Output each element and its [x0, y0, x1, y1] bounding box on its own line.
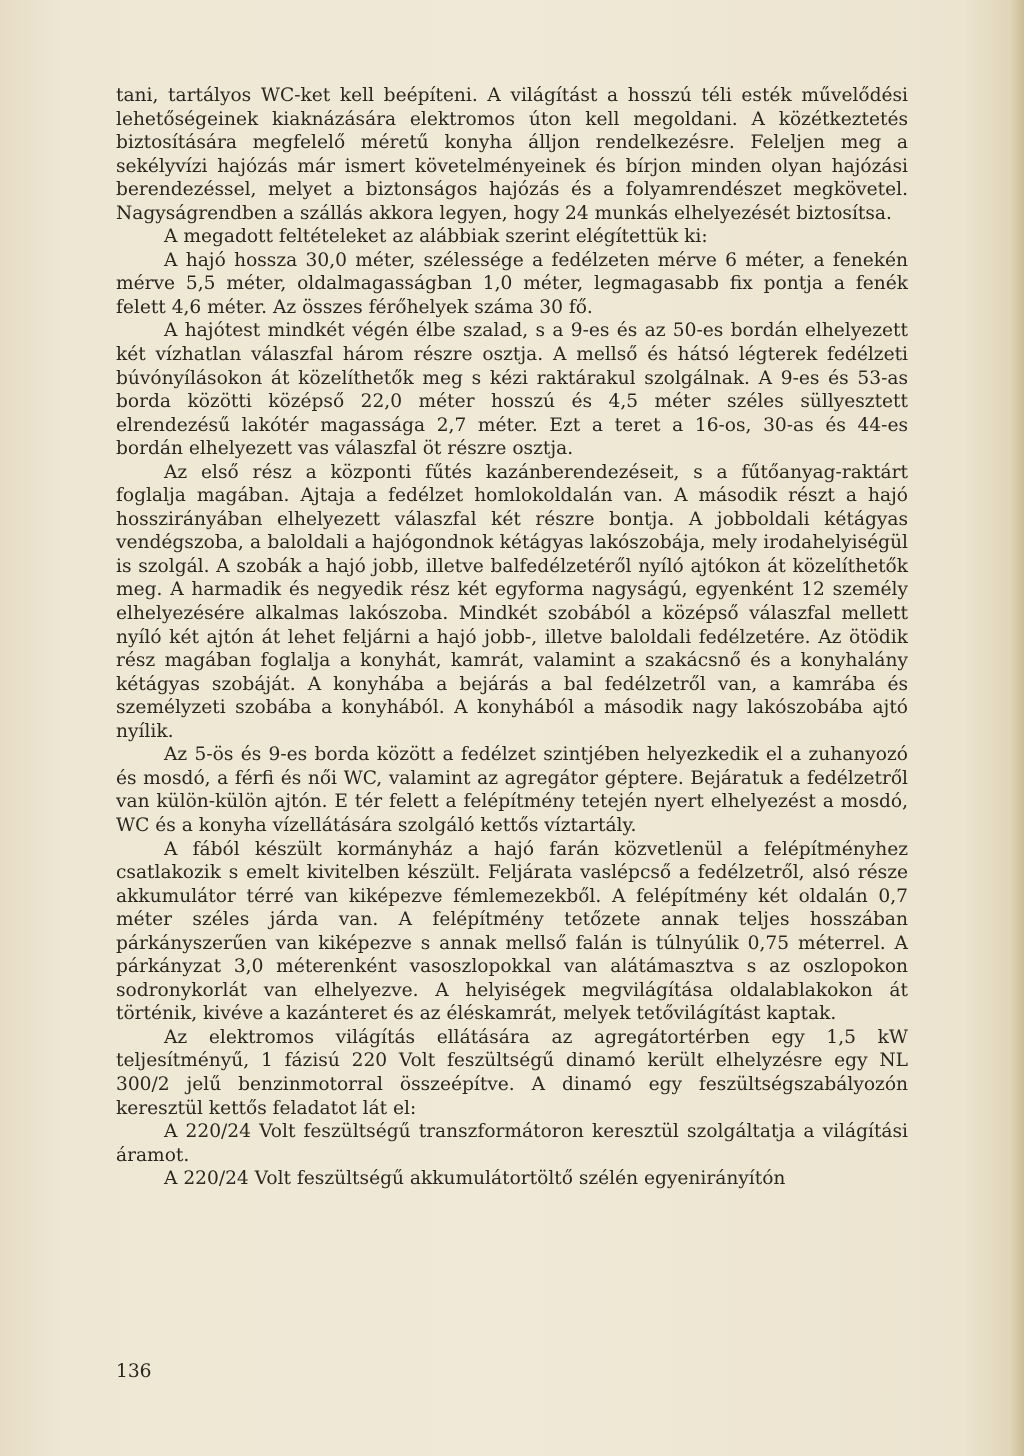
- paragraph-9: A 220/24 Volt feszültségű transzformátoron keresztül szolgáltatja a világítási áramot.: [116, 1121, 908, 1166]
- paragraph-7: A fából készült kormányház a hajó farán közvetlenül a felépítményhez csatlakozik s emelt kivitelben készült. Feljárata vaslépcső a fedélzetről, alsó része akkumulátor térré van kiképezve fémlemezekből. A felépítmény két oldalán 0,7 méter széles járda van. A felépítmény tetőzete annak teljes hosszában párkányszerűen van kiképezve s annak mellső falán is túlnyúlik 0,75 méterrel. A párkányzat 3,0 méterenként vasoszlopokkal van alátámasztva s az oszlopokon sodronykorlát van elhelyezve. A helyiségek megvilágítása oldalablakokon át történik, kivéve a kazánteret és az éléskamrát, melyek tetővilágítást kaptak.: [116, 838, 908, 1025]
- paragraph-6: Az 5-ös és 9-es borda között a fedélzet szintjében helyezkedik el a zuhanyozó és mosdó, a férfi és női WC, valamint az agregátor géptere. Bejáratuk a fedélzetről van külön-külön ajtón. E tér felett a felépítmény tetején nyert elhelyezést a mosdó, WC és a konyha vízellátására szolgáló kettős víztartály.: [116, 744, 908, 836]
- paragraph-5: Az első rész a központi fűtés kazánberendezéseit, s a fűtőanyag-raktárt foglalja magában. Ajtaja a fedélzet homlokoldalán van. A második részt a hajó hosszirányában elhelyezett válaszfal két részre bontja. A jobboldali kétágyas vendégszoba, a baloldali a hajógondnok kétágyas lakószobája, mely irodahelyiségül is szolgál. A szobák a hajó jobb, illetve balfedélzetéről nyíló ajtókon át közelíthetők meg. A harmadik és negyedik rész két egyforma nagyságú, egyenként 12 személy elhelyezésére alkalmas lakószoba. Mindkét szobából a középső válaszfal mellett nyíló két ajtón át lehet feljárni a hajó jobb-, illetve baloldali fedélzetére. Az ötödik rész magában foglalja a konyhát, kamrát, valamint a szakácsnő és a konyhalány kétágyas szobáját. A konyhába a bejárás a bal fedélzetről van, a kamrába és személyzeti szobába a konyhából. A konyhából a második nagy lakószobába ajtó nyílik.: [116, 461, 908, 742]
- paragraph-8: Az elektromos világítás ellátására az agregátortérben egy 1,5 kW teljesítményű, 1 fázisú 220 Volt feszültségű dinamó került elhelyzésre egy NL 300/2 jelű benzinmotorral összeépítve. A dinamó egy feszültségszabályozón keresztül kettős feladatot lát el:: [116, 1026, 908, 1119]
- paragraph-1: tani, tartályos WC-ket kell beépíteni. A világítást a hosszú téli esték művelődési lehetőségeinek kiaknázására elektromos úton kell megoldani. A közétkeztetés biztosítására megfelelő méretű konyha álljon rendelkezésre. Feleljen meg a sekélyvízi hajózás már ismert követelményeinek és bírjon minden olyan hajózási berendezéssel, melyet a biztonságos hajózás és a folyamrendészet megkövetel. Nagyságrendben a szállás akkora legyen, hogy 24 munkás elhelyezését biztosítsa.: [116, 85, 908, 224]
- paragraph-2: A megadott feltételeket az alábbiak szerint elégítettük ki:: [164, 226, 708, 248]
- paragraph-3: A hajó hossza 30,0 méter, szélessége a fedélzeten mérve 6 méter, a fenekén mérve 5,5 méter, oldalmagasságban 1,0 méter, legmagasabb fix pontja a fenék felett 4,6 méter. Az összes férőhelyek száma 30 fő.: [116, 249, 908, 318]
- page-edge-shadow: [1010, 0, 1024, 1456]
- page-number: 136: [116, 1361, 152, 1382]
- paragraph-4: A hajótest mindkét végén élbe szalad, s a 9-es és az 50-es bordán elhelyezett két vízhatlan válaszfal három részre osztja. A mellső és hátsó légterek fedélzeti búvónyílásokon át közelíthetők meg s kézi raktárakul szolgálnak. A 9-es és 53-as borda közötti középső 22,0 méter hosszú és 4,5 méter széles süllyesztett elrendezésű lakótér magassága 2,7 méter. Ezt a teret a 16-os, 30-as és 44-es bordán elhelyezett vas válaszfal öt részre osztja.: [116, 320, 908, 460]
- body-text: [116, 84, 908, 1191]
- paragraph-10: A 220/24 Volt feszültségű akkumulátortöltő szélén egyenirányítón: [164, 1168, 786, 1190]
